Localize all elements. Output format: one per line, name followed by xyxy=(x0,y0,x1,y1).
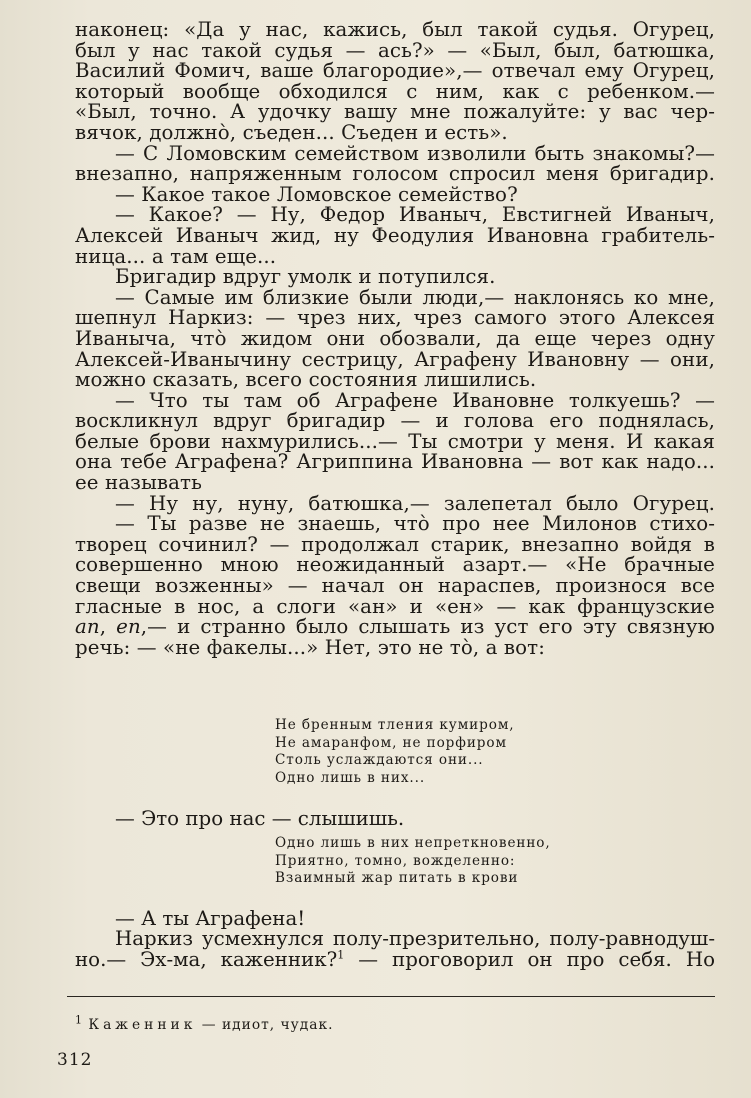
text-line: ница... а там еще... xyxy=(75,244,277,268)
text-line: наконец: «Да у нас, кажись, был такой судья. Огурец, xyxy=(75,18,715,41)
text-line: свещи возженны» — начал он нараспев, произнося все xyxy=(75,574,715,598)
text-line: Василий Фомич, ваше благородие»,— отвечал ему Огурец, xyxy=(75,59,715,83)
dialogue-line: — Это про нас — слышишь. xyxy=(115,807,405,830)
poem-line: Взаимный жар питать в крови xyxy=(275,870,519,887)
text-line: — С Ломовским семейством изволили быть знакомы?— xyxy=(115,141,715,165)
poem-line: Одно лишь в них... xyxy=(275,769,426,786)
text-line: она тебе Аграфена? Агриппина Ивановна — вот как надо... xyxy=(75,450,715,474)
footnote xyxy=(75,1013,334,1033)
body-text xyxy=(75,20,715,658)
text-line: Бригадир вдруг умолк и потупился. xyxy=(115,265,496,289)
poem-line: Не амаранфом, не порфиром xyxy=(275,734,507,751)
footnote-term: Каженник xyxy=(88,1017,197,1033)
text-line: но.— Эх-ма, каженник?$^1$ — проговорил он про себя. Но xyxy=(75,947,715,971)
text-line: «Был, точно. А удочку вашу мне пожалуйте: у вас чер- xyxy=(75,100,715,124)
text-line: белые брови нахмурились...— Ты смотри у меня. И какая xyxy=(75,429,715,453)
footnote-ref: 1 xyxy=(337,948,345,961)
poem-line: Не бренным тления кумиром, xyxy=(275,717,515,733)
text-line: — Ты разве не знаешь, что̀ про нее Милонов стихо- xyxy=(115,512,715,536)
poem-line: Приятно, томно, вожделенно: xyxy=(275,852,516,869)
text-line: был у нас такой судья — ась?» — «Был, был, батюшка, xyxy=(75,38,715,62)
text-line: совершенно мною неожиданный азарт.— «Не брачные xyxy=(75,553,715,577)
poem-line: Столь услаждаются они... xyxy=(275,752,484,769)
text-line: an, en,— и странно было слышать из уст его эту связную xyxy=(75,615,715,639)
text-line: творец сочинил? — продолжал старик, внезапно войдя в xyxy=(75,532,715,556)
poem-line: Одно лишь в них непреткновенно, xyxy=(275,835,551,851)
text-line: — Самые им близкие были люди,— наклонясь ко мне, xyxy=(115,285,715,309)
text-line: Наркиз усмехнулся полу-презрительно, полу-равнодуш- xyxy=(115,927,715,950)
footnote-text: — идиот, чудак. xyxy=(201,1017,334,1033)
closing-paragraph xyxy=(75,929,715,970)
text-line: — Какое? — Ну, Федор Иваныч, Евстигней Иваныч, xyxy=(115,203,715,227)
text-line: ее называть xyxy=(75,471,202,495)
text-line: внезапно, напряженным голосом спросил меня бригадир. xyxy=(75,162,715,186)
text-line: гласные в нос, а слоги «ан» и «ен» — как французские xyxy=(75,594,715,618)
text-line: который вообще обходился с ним, как с ребенком.— xyxy=(75,79,715,103)
page-number: 312 xyxy=(57,1050,93,1070)
poem-stanza-1 xyxy=(275,717,515,787)
text-line: Иваныча, что̀ жидом они обозвали, да еще через одну xyxy=(75,326,715,350)
text-line: — Какое такое Ломовское семейство? xyxy=(115,182,518,206)
footnote-divider xyxy=(67,996,715,997)
text-line: шепнул Наркиз: — чрез них, чрез самого этого Алексея xyxy=(75,306,715,330)
text-line: Алексей Иваныч жид, ну Феодулия Ивановна грабитель- xyxy=(75,223,715,247)
text-line: можно сказать, всего состояния лишились. xyxy=(75,368,537,392)
text-line: речь: — «не факелы...» Нет, это не то̀, а вот: xyxy=(75,635,545,659)
text-line: вячок, должно̀, съеден... Съеден и есть». xyxy=(75,120,508,144)
text-line: Алексей-Иванычину сестрицу, Аграфену Ивановну — они, xyxy=(75,347,715,371)
text-line: — Что ты там об Аграфене Ивановне толкуешь? — xyxy=(115,388,715,412)
text-line: воскликнул вдруг бригадир — и голова его поднялась, xyxy=(75,409,715,433)
dialogue-line: — А ты Аграфена! xyxy=(115,907,306,930)
text-line: — Ну ну, нуну, батюшка,— залепетал было Огурец. xyxy=(115,491,715,515)
poem-stanza-2 xyxy=(275,835,551,888)
footnote-marker: 1 xyxy=(75,1013,83,1027)
